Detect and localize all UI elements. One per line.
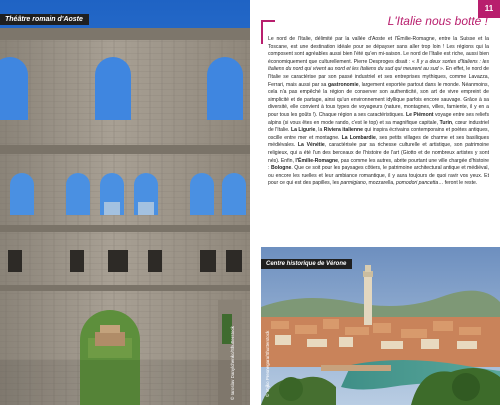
section-title: L'Italie nous botte !: [387, 14, 488, 28]
text-run: , caractérisée par sa richesse culturelle et artistique, son patrimoine religieux, qui a été l'un des berceaux de l'histoire de l'art (Giotto et de nombreux artistes y sont nés). Enfin,: [268, 142, 489, 164]
text-run: gastronomie: [328, 81, 359, 88]
text-run: Bologne: [270, 165, 292, 172]
verona-credit: © Vojko Presnegara/Shutterstock: [265, 330, 270, 397]
text-run: , mozzarella,: [365, 180, 396, 187]
text-run: Riviera italienne: [323, 127, 363, 134]
photo-caption: Théâtre romain d'Aoste: [0, 14, 89, 25]
body-text: [268, 36, 489, 188]
text-run: La Ligurie: [290, 127, 316, 134]
text-run: Il y a deux sortes d'Italiens : les Italiens du nord qui vivent au nord et les Italiens du sud qui meurent au sud: [268, 58, 489, 73]
text-run: , pas comme les autres, abrite pourtant une ville chargée d'histoire :: [268, 157, 490, 172]
text-run: ». En effet, le nord de l'Italie se caractérise par son passé industriel et ses entreprises mythiques, comme Lavazza, Ferrari, mais aussi par sa: [268, 66, 489, 88]
verona-illustration: [261, 247, 500, 405]
text-run: Le nord de l'Italie, délimité par la vallée d'Aoste et l'Émilie-Romagne, entre la Suisse et la Toscane, est une destination idéale pour se dépayser sans aller trop loin ! Les régions qui la composent sont agréables aussi bien l'été qu'en mi-saison. Le nord de l'Italie est riche, aussi bien économiquement que culturellement. Pierre Desproges disait : «: [268, 36, 489, 65]
text-run: La Lombardie: [341, 134, 376, 141]
verona-caption: Centre historique de Vérone: [261, 259, 352, 269]
text-run: , la: [315, 127, 324, 134]
text-run: Le Piémont: [405, 111, 434, 118]
text-run: voyage entre ses reliefs alpins (si vous êtes en mode rando, c'est le top) et sa magnifique capitale,: [268, 111, 489, 126]
verona-photo: [261, 247, 500, 405]
text-run: La Vénétie: [297, 142, 325, 149]
text-run: , cœur industriel de l'Italie.: [268, 119, 490, 134]
text-run: … feront le reste.: [438, 180, 478, 187]
text-run: , ses petits villages de charme et ses basiliques médiévales.: [268, 134, 489, 149]
body-paragraph: [268, 36, 489, 188]
header-bracket-horizontal: [261, 20, 275, 22]
text-run: . Que ce soit pour les paysages côtiers, le patrimoine architectural antique et médiéval, ou encore les ruelles et leur ambiance romantique, il y aura toujours de quoi ravir vos yeux. Et pour ce qui est des papilles, les: [268, 165, 489, 187]
text-run: qui inspira écrivains contemporains et poètes antiques, oscille entre mer et montagne.: [268, 127, 490, 141]
text-run: Turin: [439, 119, 453, 126]
text-run: l'Émilie-Romagne: [295, 157, 338, 164]
text-run: , largement exportée partout dans le monde. Néanmoins, cela n'a pas empêché la région de conserver son authenticité, son art de vivre empreint de simplicité et de partage, ainsi qu'un environnement idyllique parfois encore sauvage. Grâce à sa diversité, elle convient à tous types de voyageurs (nature, montagnes, villes, farniente, il y en a pour tous les goûts !). Chaque région a ses caractéristiques.: [268, 81, 489, 118]
text-run: parmigiano: [340, 180, 366, 187]
photo-credit: © Iaroslav Danylchenko/Shutterstock: [230, 326, 235, 400]
text-run: pomodori pancetta: [396, 180, 439, 187]
page-number: 11: [478, 0, 500, 18]
header-bracket-vertical: [261, 20, 263, 44]
